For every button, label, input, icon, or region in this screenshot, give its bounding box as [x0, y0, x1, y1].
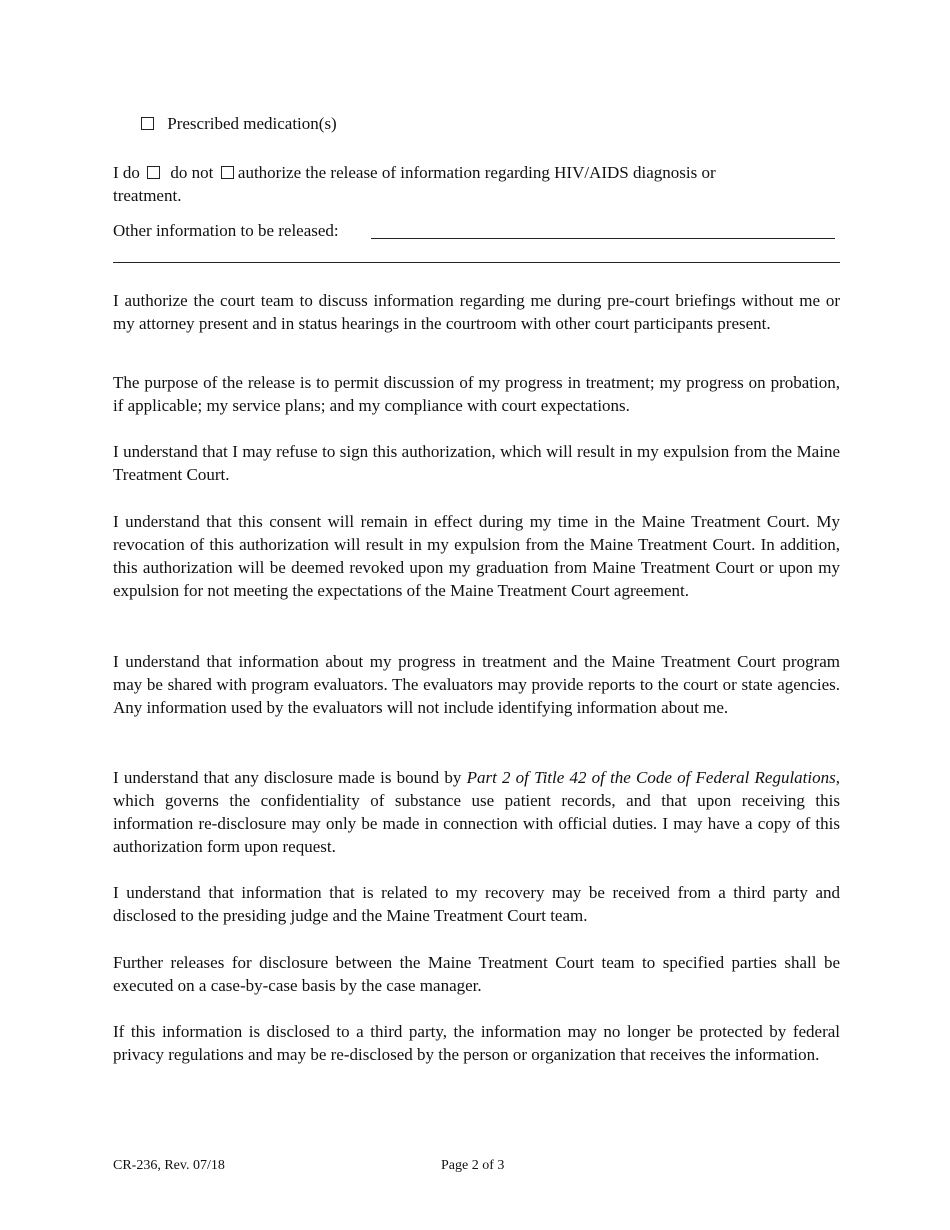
regulations-citation: Part 2 of Title 42 of the Code of Federal Regulations: [466, 768, 836, 787]
other-info-label: Other information to be released:: [113, 221, 339, 240]
paragraph-consent-duration: I understand that this consent will remain in effect during my time in the Maine Treatment Court. My revocation of this authorization will result in my expulsion from the Maine Treatment Court. In addition, this authorization will be deemed revoked upon my graduation from Maine Treatment Court or upon my expulsion for not meeting the expectations of the Maine Treatment Court agreement.: [113, 512, 840, 600]
paragraph-court-team: I authorize the court team to discuss information regarding me during pre-court briefings without me or my attorney present and in status hearings in the courtroom with other court participants present.: [113, 291, 840, 333]
footer-page-number: Page 2 of 3: [441, 1158, 505, 1173]
other-info-field-line2[interactable]: [113, 262, 840, 263]
other-info-field-line1[interactable]: [371, 238, 835, 239]
medication-row: [141, 112, 337, 135]
hiv-do-not-checkbox[interactable]: [221, 166, 234, 179]
paragraph-further-releases: Further releases for disclosure between the Maine Treatment Court team to specified parties shall be executed on a case-by-case basis by the case manager.: [113, 953, 840, 995]
hiv-text-line1: authorize the release of information regarding HIV/AIDS diagnosis or: [237, 163, 716, 182]
paragraph-evaluators: I understand that information about my progress in treatment and the Maine Treatment Court program may be shared with program evaluators. The evaluators may provide reports to the court or state agencies. Any information used by the evaluators will not include identifying information about me.: [113, 652, 840, 717]
paragraph-federal-regulations: [113, 766, 840, 858]
paragraph-third-party-disclosure: If this information is disclosed to a third party, the information may no longer be protected by federal privacy regulations and may be re-disclosed by the person or organization that receives the information.: [113, 1022, 840, 1064]
medication-checkbox[interactable]: [141, 117, 154, 130]
paragraph-refuse: I understand that I may refuse to sign this authorization, which will result in my expulsion from the Maine Treatment Court.: [113, 442, 840, 484]
hiv-do-checkbox[interactable]: [147, 166, 160, 179]
hiv-authorization: [113, 161, 843, 207]
footer-form-id: CR-236, Rev. 07/18: [113, 1158, 225, 1173]
medication-label: Prescribed medication(s): [167, 114, 337, 133]
regulations-text-pre: I understand that any disclosure made is bound by: [113, 768, 467, 787]
paragraph-third-party-received: I understand that information that is related to my recovery may be received from a third party and disclosed to the presiding judge and the Maine Treatment Court team.: [113, 883, 840, 925]
hiv-do-not-label: do not: [170, 163, 214, 182]
hiv-i-do-label: I do: [113, 163, 140, 182]
hiv-text-line2: treatment.: [113, 186, 182, 205]
paragraph-purpose: The purpose of the release is to permit discussion of my progress in treatment; my progress on probation, if applicable; my service plans; and my compliance with court expectations.: [113, 373, 840, 415]
regulations-text-post: , which governs the confidentiality of substance use patient records, and that upon receiving this information re-disclosure may only be made in connection with official duties. I may have a copy of this authorization form upon request.: [113, 768, 840, 856]
